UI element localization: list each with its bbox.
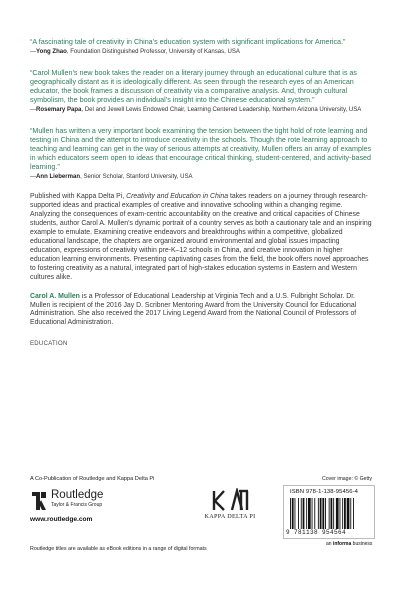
endorser-affiliation: Senior Scholar, Stanford University, USA: [83, 173, 193, 180]
description-body: takes readers on a journey through research-supported ideas and practical examples of creative and innovative schooling within a changing regime. Analyzing the consequences of exam-centric accountability on the creative and critical capacities of Chinese students, author Carol A. Mullen’s dynamic portrait of a country serves as both a cautionary tale and an inspiring example to emulate. Examining creative endeavors and breakthroughs within a competitive, globalized educational landscape, the chapters are organized around environmental and global issues impacting education, expressions of creativity within pre-K–12 schools in China, and creative innovation in higher education learning environments. Presenting captivating cases from the field, the book offers novel approaches to fostering creativity as a natural, integrated part of high-stakes education systems in Eastern and Western cultures alike.: [30, 193, 372, 281]
endorsement-quote: “Carol Mullen’s new book takes the reader on a literary journey through an educational culture that is as geographically distant as it is ideologically different. As seen through the research eyes of an American educator, the book frames a discussion of creativity via a comparative analysis. And, through cultural symbolism, the book provides an individual’s insight into the Chinese educational system.”: [30, 68, 357, 105]
description-lead: Published with Kappa Delta Pi,: [30, 193, 127, 201]
endorsement-attribution: —Yong Zhao, Foundation Distinguished Professor, University of Kansas, USA: [30, 48, 240, 55]
routledge-name: Routledge: [51, 489, 104, 501]
category-label: EDUCATION: [30, 341, 68, 348]
endorsement-attribution: —Rosemary Papa, Del and Jewell Lewis Endowed Chair, Learning Centered Leadership, Northern Arizona University, USA: [30, 106, 362, 113]
author-name: Carol A. Mullen: [30, 292, 80, 300]
endorsement-quote: “A fascinating tale of creativity in China’s education system with significant implications for America.”: [30, 38, 346, 46]
author-bio-text: is a Professor of Educational Leadership at Virginia Tech and a U.S. Fulbright Scholar. Dr. Mullen is recipient of the 2016 Jay D. Scribner Mentoring Award from the University Council for Educational Administration. She also received the 2017 Living Legend Award from the National Council of Professors of Educational Administration.: [30, 292, 357, 327]
barcode-digits: 9 781138 954564: [286, 529, 347, 536]
ebook-availability-note: Routledge titles are available as eBook editions in a range of digital formats: [30, 546, 207, 552]
cover-image-credit: Cover image: © Getty: [322, 476, 372, 482]
endorser-name: Ann Lieberman: [36, 173, 81, 180]
kdp-name: KAPPA DELTA PI: [204, 513, 256, 520]
barcode-image: [288, 498, 370, 529]
kdp-monogram-icon: [210, 488, 250, 512]
endorsement-attribution: —Ann Lieberman, Senior Scholar, Stanford University, USA: [30, 173, 193, 180]
copublication-note: A Co-Publication of Routledge and Kappa Delta Pi: [30, 476, 155, 482]
author-bio: [30, 293, 372, 329]
endorser-affiliation: Foundation Distinguished Professor, University of Kansas, USA: [70, 48, 240, 55]
kappa-delta-pi-logo: [200, 488, 260, 528]
book-description: [30, 193, 372, 283]
routledge-logo: [30, 489, 140, 519]
informa-business-note: an informa business: [326, 541, 373, 547]
back-cover-content: [30, 38, 372, 347]
routledge-icon: [30, 490, 48, 512]
endorser-name: Rosemary Papa: [36, 106, 82, 113]
endorser-affiliation: Del and Jewell Lewis Endowed Chair, Learning Centered Leadership, Northern Arizona University, USA: [84, 106, 362, 113]
routledge-subtitle: Taylor & Francis Group: [51, 502, 103, 508]
isbn-text: ISBN 978-1-138-95456-4: [290, 489, 359, 495]
endorsement-quote: “Mullen has written a very important book examining the tension between the tight hold of rote learning and testing in China and the attempt to introduce creativity in the schools. Though the rote learning approach to teaching and learning can get in the way of serious attempts at creativity, Mullen offers an array of examples in which educators seem open to ideas that encourage critical thinking, student-centered, and activity-based learning.”: [30, 126, 372, 172]
book-title-italic: Creativity and Education in China: [126, 193, 229, 201]
endorser-name: Yong Zhao: [36, 48, 67, 55]
routledge-url: www.routledge.com: [30, 516, 93, 523]
isbn-barcode-box: [283, 485, 375, 539]
